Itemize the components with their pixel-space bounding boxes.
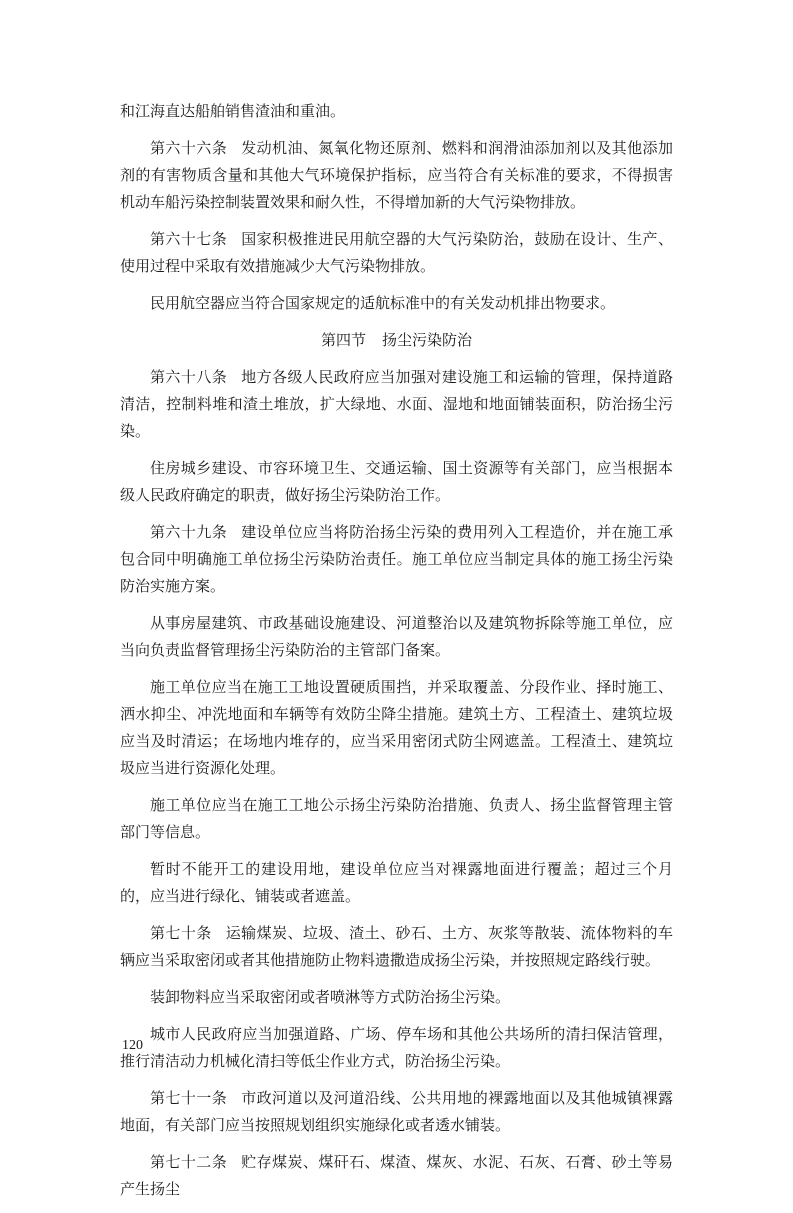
paragraph-text: 发动机油、氮氧化物还原剂、燃料和润滑油添加剂以及其他添加剂的有害物质含量和其他大气环境保护指标，应当符合有关标准的要求，不得损害机动车船污染控制装置效果和耐久性，不得增加新的大气污染物排放。 — [120, 139, 673, 211]
paragraph-continuation — [120, 98, 673, 125]
paragraph — [120, 674, 673, 782]
paragraph-text: 建设单位应当将防治扬尘污染的费用列入工程造价，并在施工承包合同中明确施工单位扬尘污染防治责任。施工单位应当制定具体的施工扬尘污染防治实施方案。 — [120, 523, 673, 595]
article-69 — [120, 519, 673, 600]
section-heading — [120, 327, 673, 354]
paragraph — [120, 290, 673, 317]
section-number: 第四节 — [320, 331, 366, 349]
paragraph-text: 民用航空器应当符合国家规定的适航标准中的有关发动机排出物要求。 — [150, 294, 616, 312]
paragraph-text: 国家积极推进民用航空器的大气污染防治，鼓励在设计、生产、使用过程中采取有效措施减少大气污染物排放。 — [120, 230, 673, 275]
paragraph — [120, 455, 673, 509]
paragraph-text: 地方各级人民政府应当加强对建设施工和运输的管理，保持道路清洁，控制料堆和渣土堆放，扩大绿地、水面、湿地和地面铺装面积，防治扬尘污染。 — [120, 368, 673, 440]
article-67 — [120, 226, 673, 280]
article-71 — [120, 1085, 673, 1139]
paragraph-text: 从事房屋建筑、市政基础设施建设、河道整治以及建筑物拆除等施工单位，应当向负责监督管理扬尘污染防治的主管部门备案。 — [120, 614, 673, 659]
article-number: 第六十八条 — [150, 368, 228, 386]
article-number: 第六十六条 — [150, 139, 228, 157]
section-title: 扬尘污染防治 — [382, 331, 473, 349]
document-page — [120, 98, 673, 1213]
paragraph — [120, 1021, 673, 1075]
article-number: 第七十一条 — [150, 1089, 228, 1107]
paragraph-text: 运输煤炭、垃圾、渣土、砂石、土方、灰浆等散装、流体物料的车辆应当采取密闭或者其他措施防止物料遗撒造成扬尘污染，并按照规定路线行驶。 — [120, 924, 673, 969]
article-68 — [120, 364, 673, 445]
paragraph-text: 市政河道以及河道沿线、公共用地的裸露地面以及其他城镇裸露地面，有关部门应当按照规划组织实施绿化或者透水铺装。 — [120, 1089, 673, 1134]
paragraph — [120, 984, 673, 1011]
article-number: 第六十九条 — [150, 523, 228, 541]
paragraph-text: 城市人民政府应当加强道路、广场、停车场和其他公共场所的清扫保洁管理，推行清洁动力机械化清扫等低尘作业方式，防治扬尘污染。 — [120, 1025, 673, 1070]
article-66 — [120, 135, 673, 216]
paragraph-text: 装卸物料应当采取密闭或者喷淋等方式防治扬尘污染。 — [150, 988, 511, 1006]
paragraph-text: 和江海直达船舶销售渣油和重油。 — [120, 102, 346, 120]
paragraph — [120, 792, 673, 846]
page-number: 120 — [122, 1038, 143, 1053]
article-number: 第七十条 — [150, 924, 212, 942]
article-70 — [120, 920, 673, 974]
paragraph-text: 施工单位应当在施工工地公示扬尘污染防治措施、负责人、扬尘监督管理主管部门等信息。 — [120, 796, 673, 841]
paragraph-text: 施工单位应当在施工工地设置硬质围挡，并采取覆盖、分段作业、择时施工、洒水抑尘、冲洗地面和车辆等有效防尘降尘措施。建筑土方、工程渣土、建筑垃圾应当及时清运；在场地内堆存的，应当采用密闭式防尘网遮盖。工程渣土、建筑垃圾应当进行资源化处理。 — [120, 678, 673, 777]
paragraph — [120, 856, 673, 910]
article-number: 第七十二条 — [150, 1153, 228, 1171]
article-72 — [120, 1149, 673, 1203]
paragraph — [120, 610, 673, 664]
paragraph-text: 住房城乡建设、市容环境卫生、交通运输、国土资源等有关部门，应当根据本级人民政府确定的职责，做好扬尘污染防治工作。 — [120, 459, 673, 504]
paragraph-text: 暂时不能开工的建设用地，建设单位应当对裸露地面进行覆盖；超过三个月的，应当进行绿化、铺装或者遮盖。 — [120, 860, 673, 905]
article-number: 第六十七条 — [150, 230, 228, 248]
paragraph-text: 贮存煤炭、煤矸石、煤渣、煤灰、水泥、石灰、石膏、砂土等易产生扬尘 — [120, 1153, 673, 1198]
